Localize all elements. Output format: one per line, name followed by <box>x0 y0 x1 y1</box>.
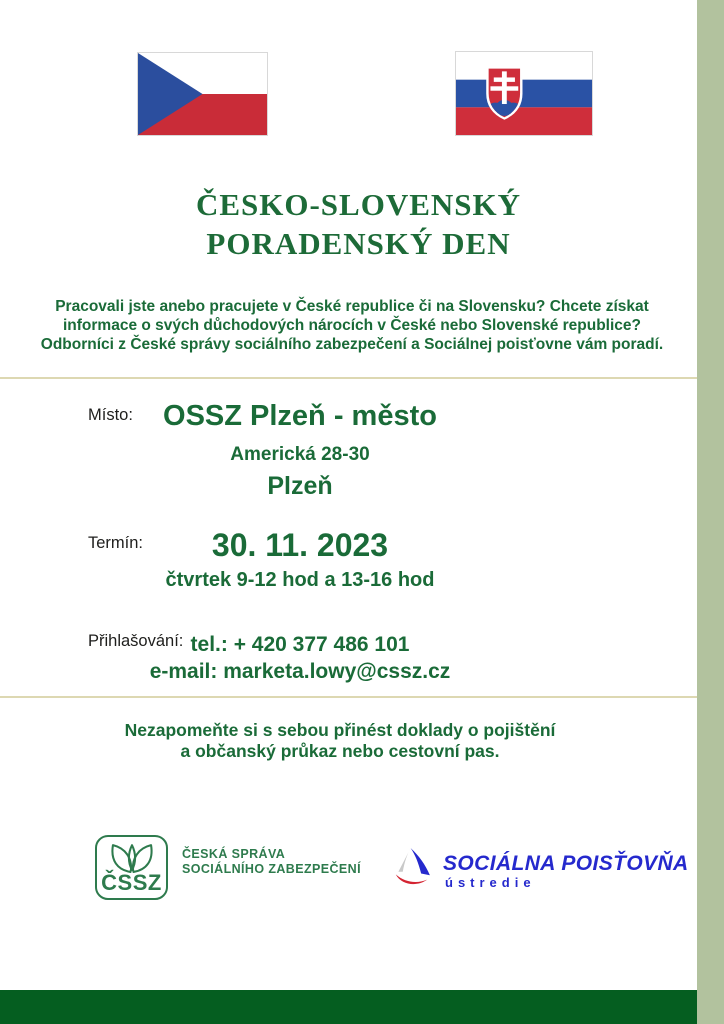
divider-bottom <box>0 696 697 698</box>
documents-note-line2: a občanský průkaz nebo cestovní pas. <box>180 740 500 761</box>
czech-flag-icon <box>137 52 268 136</box>
bottom-green-bar <box>0 990 697 1024</box>
socialna-poistovna-logo-icon <box>394 844 436 889</box>
documents-note-line1: Nezapomeňte si s sebou přinést doklady o pojištění <box>124 720 556 740</box>
right-sidebar-stripe <box>697 0 724 1024</box>
page-title-line2: PORADENSKÝ DEN <box>206 226 511 261</box>
intro-line2: informace o svých důchodových nárocích v České nebo Slovenské republice? <box>63 317 641 334</box>
socialna-poistovna-subtitle: ústredie <box>445 875 536 890</box>
registration-email: e-mail: marketa.lowy@cssz.cz <box>149 660 451 683</box>
cssz-logo <box>95 835 168 900</box>
cssz-abbr: ČSSZ <box>101 870 162 895</box>
socialna-poistovna-wordmark <box>443 853 689 890</box>
place-street: Americká 28-30 <box>230 444 370 465</box>
event-time: čtvrtek 9-12 hod a 13-16 hod <box>165 569 435 591</box>
documents-note <box>0 720 680 761</box>
place-city: Plzeň <box>267 472 333 500</box>
date-label: Termín: <box>88 534 144 552</box>
divider-top <box>0 377 697 379</box>
place-label: Místo: <box>88 406 133 424</box>
cssz-org-line2: SOCIÁLNÍHO ZABEZPEČENÍ <box>182 862 361 876</box>
place-value <box>60 400 540 501</box>
place-venue: OSSZ Plzeň - město <box>163 400 437 432</box>
cssz-org-line1: ČESKÁ SPRÁVA <box>182 847 286 861</box>
linden-leaves-icon <box>106 840 158 874</box>
registration-phone: tel.: + 420 377 486 101 <box>190 633 410 656</box>
page-title-line1: ČESKO-SLOVENSKÝ <box>195 187 522 222</box>
event-date: 30. 11. 2023 <box>211 527 389 563</box>
intro-paragraph <box>0 297 704 354</box>
socialna-poistovna-name: SOCIÁLNA POISŤOVŇA <box>443 852 689 875</box>
date-value <box>60 527 540 592</box>
registration-value <box>60 633 540 684</box>
cssz-org-name <box>182 847 361 877</box>
intro-line1: Pracovali jste anebo pracujete v České republice či na Slovensku? Chcete získat <box>55 298 649 315</box>
slovak-flag-icon <box>455 51 593 136</box>
page-title <box>10 185 707 263</box>
registration-label: Přihlašování: <box>88 632 184 650</box>
intro-line3: Odborníci z České správy sociálního zabezpečení a Sociálnej poisťovne vám poradí. <box>40 336 664 353</box>
